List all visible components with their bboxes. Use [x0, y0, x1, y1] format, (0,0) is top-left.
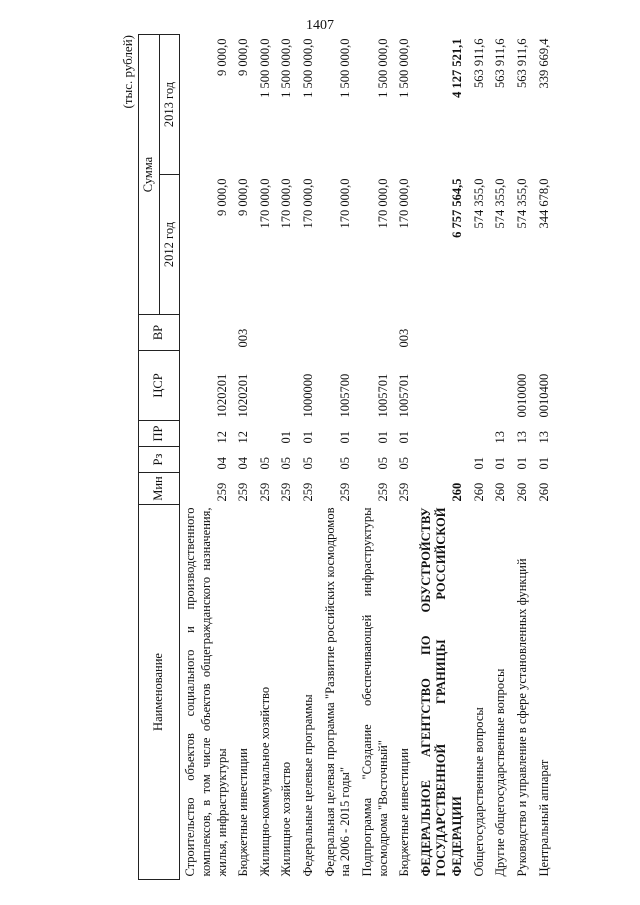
cell-pr: 01 [338, 431, 353, 444]
cell-y2013: 339 669,4 [536, 38, 551, 89]
cell-y2013: 1 500 000,0 [279, 38, 294, 98]
table-row [394, 35, 416, 880]
cell-vr [180, 315, 233, 351]
cell-vr [512, 315, 534, 351]
cell-y2012: 574 355,0 [514, 178, 529, 229]
header-year-2012: 2012 год [159, 175, 180, 315]
cell-rz: 01 [493, 457, 508, 470]
cell-name: Общегосударственные вопросы [471, 707, 486, 877]
cell-y2012: 170 000,0 [338, 178, 353, 229]
cell-pr: 12 [214, 431, 229, 444]
cell-csr: 1000000 [301, 373, 315, 418]
table-row [416, 35, 469, 880]
cell-name: Жилищно-коммунальное хозяйство [257, 686, 272, 877]
cell-y2012: 344 678,0 [536, 178, 551, 229]
cell-min: 260 [450, 482, 464, 502]
cell-vr [357, 315, 394, 351]
cell-min: 259 [279, 482, 294, 502]
header-vr: ВР [139, 315, 180, 351]
cell-vr [490, 315, 512, 351]
header-sum: Сумма [139, 35, 160, 315]
header-rz: Рз [139, 447, 180, 473]
cell-pr [469, 421, 491, 447]
unit-note: (тыс. рублей) [120, 35, 135, 109]
cell-rz: 05 [375, 457, 390, 470]
cell-csr [276, 351, 298, 421]
cell-min: 259 [397, 482, 412, 502]
cell-csr: 1005700 [338, 373, 353, 418]
cell-rz: 05 [301, 457, 315, 470]
budget-table [138, 34, 555, 880]
cell-y2013: 563 911,6 [493, 38, 508, 89]
cell-name: Жилищное хозяйство [279, 761, 294, 877]
cell-csr: 1005701 [375, 373, 390, 418]
table-row [180, 35, 233, 880]
cell-pr: 01 [397, 431, 412, 444]
cell-rz: 05 [338, 457, 353, 470]
cell-csr [255, 351, 277, 421]
cell-y2012: 170 000,0 [257, 178, 272, 229]
cell-rz: 01 [536, 457, 551, 470]
cell-pr: 01 [279, 431, 294, 444]
cell-name: Подпрограмма "Создание обеспечивающей инфраструктуры космодрома "Восточный" [359, 507, 390, 877]
cell-csr [490, 351, 512, 421]
cell-csr: 1020201 [214, 373, 229, 418]
cell-rz: 05 [279, 457, 294, 470]
cell-y2012: 170 000,0 [375, 178, 390, 229]
cell-name: Центральный аппарат [536, 759, 551, 877]
header-pr: ПР [139, 421, 180, 447]
cell-min: 259 [338, 482, 353, 502]
cell-name: Руководство и управление в сфере установленных функций [514, 558, 529, 877]
page-number: 1407 [306, 18, 334, 33]
cell-y2012: 170 000,0 [301, 178, 315, 229]
table-row [490, 35, 512, 880]
cell-min: 260 [493, 482, 508, 502]
cell-pr: 13 [493, 431, 508, 444]
cell-name: Другие общегосударственные вопросы [493, 668, 508, 877]
cell-pr: 01 [375, 431, 390, 444]
cell-min: 259 [375, 482, 390, 502]
cell-pr: 12 [236, 431, 251, 444]
cell-min: 259 [214, 482, 229, 502]
cell-y2013: 563 911,6 [471, 38, 486, 89]
cell-rz: 04 [236, 457, 251, 470]
cell-csr [416, 351, 469, 421]
cell-y2013: 9 000,0 [236, 38, 251, 76]
table-row [320, 35, 357, 880]
cell-csr [469, 351, 491, 421]
cell-csr: 0010000 [514, 373, 529, 418]
cell-min: 259 [236, 482, 251, 502]
cell-vr [298, 315, 320, 351]
cell-y2013: 1 500 000,0 [397, 38, 412, 98]
cell-vr [416, 315, 469, 351]
cell-pr: 01 [301, 431, 315, 444]
cell-pr [416, 421, 469, 447]
cell-rz: 01 [514, 457, 529, 470]
header-csr: ЦСР [139, 351, 180, 421]
cell-min: 259 [257, 482, 272, 502]
cell-y2013: 1 500 000,0 [301, 38, 315, 98]
cell-rz: 01 [471, 457, 486, 470]
header-min: Мин [139, 473, 180, 505]
cell-rz: 05 [397, 457, 412, 470]
cell-csr: 1005701 [397, 373, 412, 418]
cell-pr [255, 421, 277, 447]
cell-min: 259 [301, 482, 315, 502]
table-row [512, 35, 534, 880]
cell-rz: 05 [257, 457, 272, 470]
table-row [255, 35, 277, 880]
cell-vr [320, 315, 357, 351]
cell-y2012: 170 000,0 [279, 178, 294, 229]
cell-min: 260 [514, 482, 529, 502]
cell-rz [416, 447, 469, 473]
cell-pr: 13 [536, 431, 551, 444]
table-row [233, 35, 255, 880]
cell-y2013: 9 000,0 [214, 38, 229, 76]
cell-vr: 003 [397, 328, 412, 348]
cell-rz: 04 [214, 457, 229, 470]
cell-vr [534, 315, 556, 351]
cell-vr: 003 [236, 328, 251, 348]
cell-vr [276, 315, 298, 351]
cell-csr: 1020201 [236, 373, 251, 418]
cell-y2013: 4 127 521,1 [450, 38, 464, 98]
cell-name: Бюджетные инвестиции [397, 748, 412, 877]
table-row [357, 35, 394, 880]
cell-name: Федеральная целевая программа "Развитие российских космодромов на 2006 - 2015 годы" [322, 507, 353, 877]
cell-min: 260 [471, 482, 486, 502]
table-body [180, 35, 555, 880]
cell-min: 260 [536, 482, 551, 502]
cell-y2013: 1 500 000,0 [257, 38, 272, 98]
cell-y2013: 1 500 000,0 [375, 38, 390, 98]
header-name: Наименование [139, 505, 180, 880]
table-row [276, 35, 298, 880]
cell-csr: 0010400 [536, 373, 551, 418]
cell-name: Бюджетные инвестиции [236, 748, 251, 877]
cell-name: ФЕДЕРАЛЬНОЕ АГЕНТСТВО ПО ОБУСТРОЙСТВУ ГОСУДАРСТВЕННОЙ ГРАНИЦЫ РОССИЙСКОЙ ФЕДЕРАЦИИ [418, 507, 464, 877]
cell-vr [469, 315, 491, 351]
cell-y2012: 9 000,0 [214, 178, 229, 216]
table-row [469, 35, 491, 880]
cell-y2012: 9 000,0 [236, 178, 251, 216]
cell-y2013: 1 500 000,0 [338, 38, 353, 98]
cell-y2012: 574 355,0 [493, 178, 508, 229]
cell-name: Строительство объектов социального и производственного комплексов, в том числе объектов общегражданского назначения, жилья, инфраструктуры [183, 507, 229, 877]
table-row [534, 35, 556, 880]
header-year-2013: 2013 год [159, 35, 180, 175]
cell-vr [255, 315, 277, 351]
cell-y2012: 6 757 564,5 [450, 178, 464, 238]
cell-name: Федеральные целевые программы [301, 694, 315, 877]
cell-y2012: 170 000,0 [397, 178, 412, 229]
cell-y2012: 574 355,0 [471, 178, 486, 229]
table-row [298, 35, 320, 880]
cell-pr: 13 [514, 431, 529, 444]
cell-y2013: 563 911,6 [514, 38, 529, 89]
rotated-budget-sheet [120, 35, 551, 880]
